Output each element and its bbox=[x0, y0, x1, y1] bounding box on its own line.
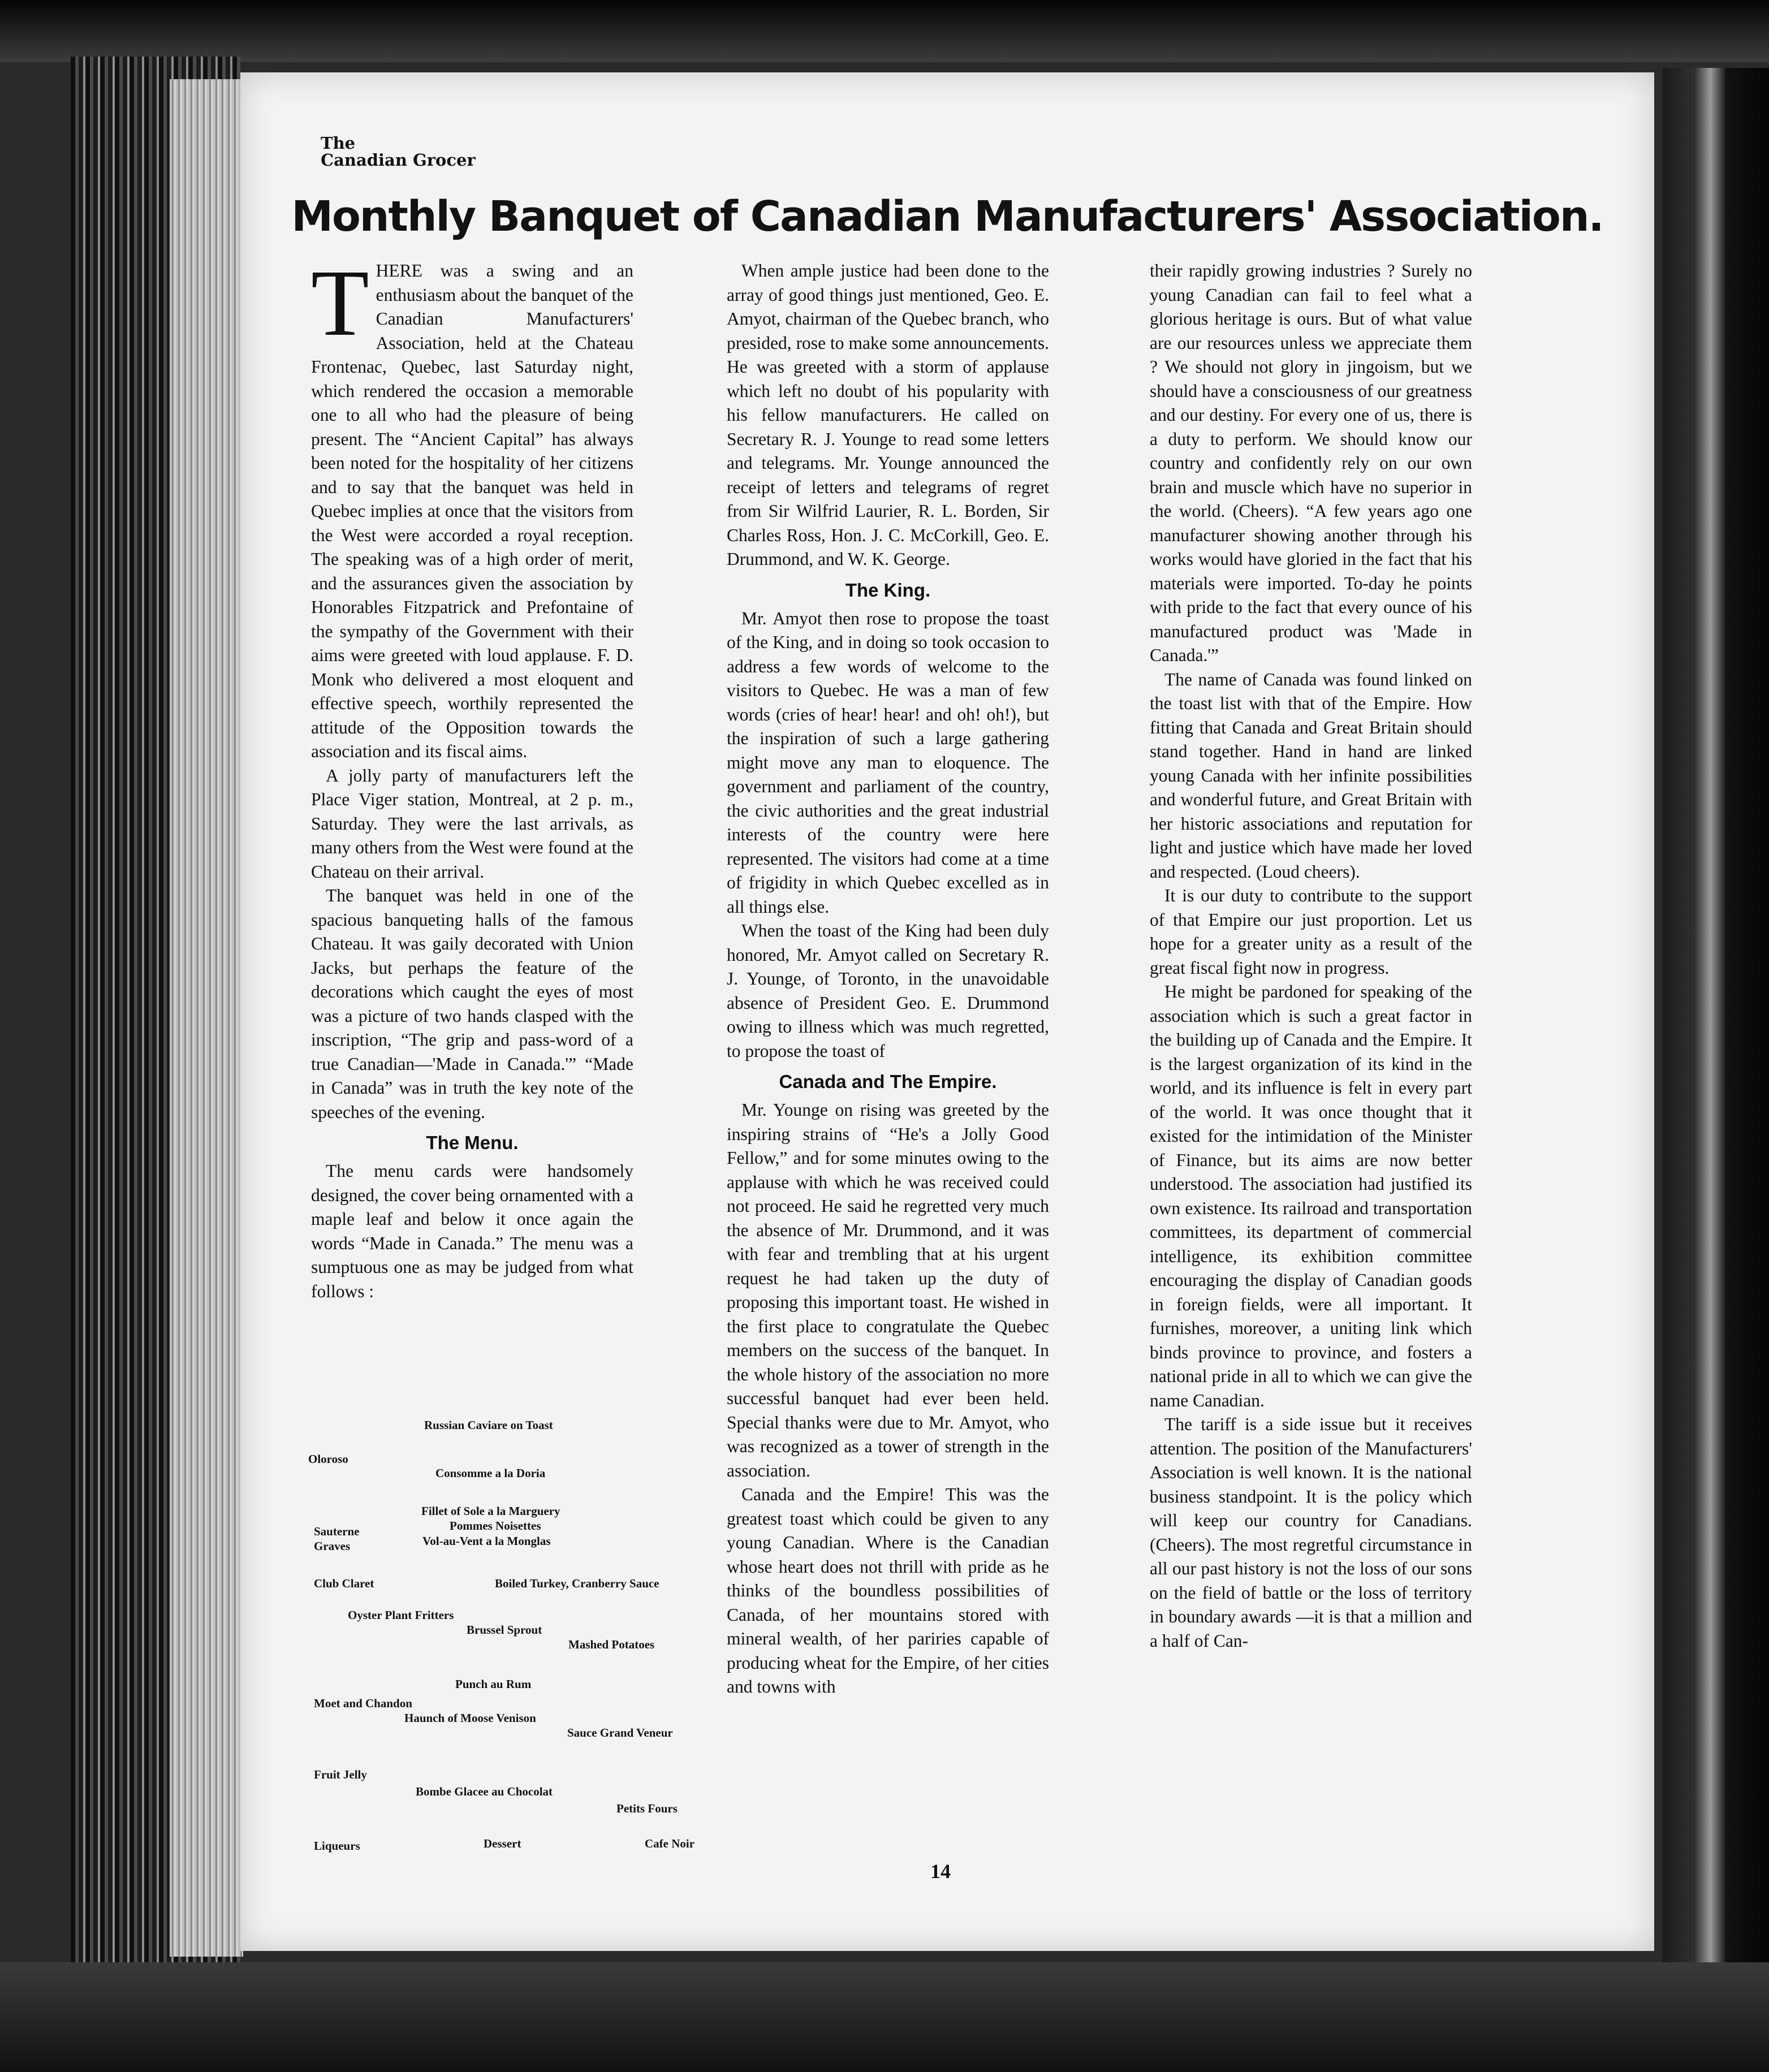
menu-item: Bombe Glacee au Chocolat bbox=[416, 1785, 553, 1798]
page-number: 14 bbox=[930, 1860, 951, 1883]
article-paragraph: Mr. Younge on rising was greeted by the inspiring strains of “He's a Jolly Good Fellow,” and for some minutes owing to the applause with which he was received could not proceed. He said he regretted very much the absence of Mr. Drummond, and it was with fear and trembling that at his urgent request he had taken up the duty of proposing this important toast. He wished in the first place to congratulate the Quebec members on the success of the banquet. In the whole history of the association no more successful banquet had ever been held. Special thanks were due to Mr. Amyot, who was recognized as a tower of strength in the association. bbox=[727, 1100, 1049, 1480]
menu-item: Club Claret bbox=[314, 1577, 374, 1590]
page-edges bbox=[170, 79, 243, 1957]
scan-border-bottom bbox=[0, 1962, 1769, 2072]
menu-item: Brussel Sprout bbox=[467, 1623, 542, 1637]
menu-item: Dessert bbox=[484, 1837, 521, 1850]
menu-item: Moet and Chandon bbox=[314, 1697, 412, 1710]
column-3 bbox=[1150, 259, 1472, 1653]
menu-item: Graves bbox=[314, 1539, 351, 1553]
article-paragraph: their rapidly growing industries ? Surely no young Canadian can fail to feel what a glorious heritage is ours. But of what value are our resources unless we appreciate them ? We should not glory in jingoism, but we should have a consciousness of our greatness and our destiny. For every one of us, there is a duty to perform. We should know our country and confidently rely on our own brain and muscle which have no superior in the world. (Cheers). “A few years ago one manufacturer showing another through his works would have gloried in the fact that his materials were imported. To-day he points with pride to the fact that every ounce of his manufactured product was 'Made in Canada.'” bbox=[1150, 261, 1472, 665]
article-paragraph: A jolly party of manufacturers left the Place Viger station, Montreal, at 2 p. m., Saturday. They were the last arrivals, as many others from the West were found at the Chateau on their arrival. bbox=[311, 765, 633, 882]
menu-item: Haunch of Moose Venison bbox=[404, 1711, 536, 1725]
menu-item: Fillet of Sole a la Marguery bbox=[421, 1504, 560, 1518]
masthead bbox=[321, 135, 476, 169]
article-paragraph: Mr. Amyot then rose to propose the toast of the King, and in doing so took occasion to address a few words of welcome to the visitors to Quebec. He was a man of few words (cries of hear! hear! and oh! oh!), but the inspiration of such a large gathering might move any man to eloquence. The government and parliament of the country, the civic authorities and the great industrial interests of the country were here represented. The visitors had come at a time of frigidity in which Quebec excelled as in all things else. bbox=[727, 608, 1049, 917]
article-paragraph: The menu cards were handsomely designed, the cover being ornamented with a maple leaf and below it once again the words “Made in Canada.” The menu was a sumptuous one as may be judged from what follows : bbox=[311, 1161, 633, 1301]
article-paragraph: It is our duty to contribute to the support of that Empire our just proportion. Let us hope for a greater unity as a result of the great fiscal fight now in progress. bbox=[1150, 886, 1472, 978]
article-paragraph: He might be pardoned for speaking of the association which is such a great factor in the building up of Canada and the Empire. It is the largest organization of its kind in the world, and its influence is felt in every part of the world. It was once thought that it existed for the intimidation of the Minister of Finance, but its aims are now better understood. The association had justified its own existence. Its railroad and transportation committees, its department of commercial intelligence, its exhibition committee encouraging the display of Canadian goods in foreign fields, were all important. It furnishes, moreover, a uniting link which binds province to province, and fosters a national pride in all to which we can give the name Canadian. bbox=[1150, 982, 1472, 1410]
article-paragraph: Canada and the Empire! This was the greatest toast which could be given to any young Canadian. Where is the Canadian whose heart does not thrill with pride as he thinks of the boundless possibilities of Canada, of her mountains stored with mineral wealth, of her pariries capable of producing wheat for the Empire, of her cities and towns with bbox=[727, 1484, 1049, 1697]
masthead-line1: The bbox=[321, 133, 356, 153]
section-heading-menu: The Menu. bbox=[426, 1132, 519, 1153]
section-heading-empire: Canada and The Empire. bbox=[779, 1071, 997, 1092]
column-1 bbox=[311, 251, 633, 1303]
menu-item: Russian Caviare on Toast bbox=[424, 1418, 553, 1432]
drop-cap: T bbox=[311, 251, 369, 356]
menu-item: Mashed Potatoes bbox=[568, 1638, 655, 1651]
section-heading-king: The King. bbox=[845, 579, 931, 601]
menu-item: Petits Fours bbox=[616, 1802, 678, 1815]
article-paragraph: The name of Canada was found linked on the toast list with that of the Empire. How fitting that Canada and Great Britain should stand together. Hand in hand are linked young Canada with her infinite possibilities and wonderful future, and Great Britain with her historic associations and reputation for light and justice which have made her loved and respected. (Loud cheers). bbox=[1150, 669, 1472, 882]
article-paragraph: When ample justice had been done to the array of good things just mentioned, Geo. E. Amyot, chairman of the Quebec branch, who presided, rose to make some announcements. He was greeted with a storm of applause which left no doubt of his popularity with his fellow manufacturers. He called on Secretary R. J. Younge to read some letters and telegrams. Mr. Younge announced the receipt of letters and telegrams of regret from Sir Wilfrid Laurier, R. L. Borden, Sir Charles Ross, Hon. J. C. McCorkill, Geo. E. Drummond, and W. K. George. bbox=[727, 261, 1049, 569]
menu-item: Fruit Jelly bbox=[314, 1768, 367, 1781]
menu-item: Liqueurs bbox=[314, 1839, 360, 1853]
masthead-line2: Canadian Grocer bbox=[321, 150, 476, 170]
scan-border-top bbox=[0, 0, 1769, 62]
facing-page-edge bbox=[1663, 68, 1769, 1968]
menu-item: Vol-au-Vent a la Monglas bbox=[422, 1534, 551, 1548]
menu-item: Boiled Turkey, Cranberry Sauce bbox=[495, 1577, 659, 1590]
article-paragraph: When the toast of the King had been duly honored, Mr. Amyot called on Secretary R. J. Younge, of Toronto, in the unavoidable absence of President Geo. E. Drummond owing to illness which was much regretted, to propose the toast of bbox=[727, 921, 1049, 1061]
menu-item: Oloroso bbox=[308, 1452, 348, 1466]
menu-item: Pommes Noisettes bbox=[450, 1519, 541, 1533]
article-paragraph: The banquet was held in one of the spacious banqueting halls of the famous Chateau. It was gaily decorated with Union Jacks, but perhaps the feature of the decorations which caught the eyes of most was a picture of two hands clasped with the inscription, “The grip and pass-word of a true Canadian—'Made in Canada.'” “Made in Canada” was in truth the key note of the speeches of the evening. bbox=[311, 886, 633, 1122]
menu-item: Punch au Rum bbox=[455, 1677, 532, 1691]
column-2 bbox=[727, 259, 1049, 1699]
menu-item: Oyster Plant Fritters bbox=[348, 1608, 454, 1622]
article-paragraph bbox=[311, 251, 633, 764]
menu-item: Sauterne bbox=[314, 1525, 360, 1538]
paragraph-text: HERE was a swing and an enthusiasm about the banquet of the Canadian Manufacturers' Association, held at the Chateau Frontenac, Quebec, last Saturday night, which rendered the occasion a memorable one to all who had the pleasure of being present. The “Ancient Capital” has always been noted for the hospitality of her citizens and to say that the banquet was held in Quebec implies at once that the visitors from the West were accorded a royal reception. The speaking was of a high order of merit, and the assurances given the association by Honorables Fitzpatrick and Prefontaine of the sympathy of the Government with their aims were greeted with loud applause. F. D. Monk who delivered a most eloquent and effective speech, worthily represented the attitude of the Opposition towards the association and its fiscal aims. bbox=[311, 261, 633, 761]
menu-item: Consomme a la Doria bbox=[435, 1466, 546, 1480]
menu-item: Cafe Noir bbox=[645, 1837, 695, 1850]
document-page bbox=[240, 72, 1654, 1951]
article-headline: Monthly Banquet of Canadian Manufacturers' Association. bbox=[291, 192, 1603, 241]
article-paragraph: The tariff is a side issue but it receives attention. The position of the Manufacturers' Association is well known. It is the national business standpoint. It is the policy which will keep our country for Canadians. (Cheers). The most regretful circumstance in all our past history is not the loss of our sons on the field of battle or the loss of territory in boundary awards —it is that a million and a half of Can- bbox=[1150, 1414, 1472, 1651]
menu-item: Sauce Grand Veneur bbox=[567, 1726, 673, 1739]
